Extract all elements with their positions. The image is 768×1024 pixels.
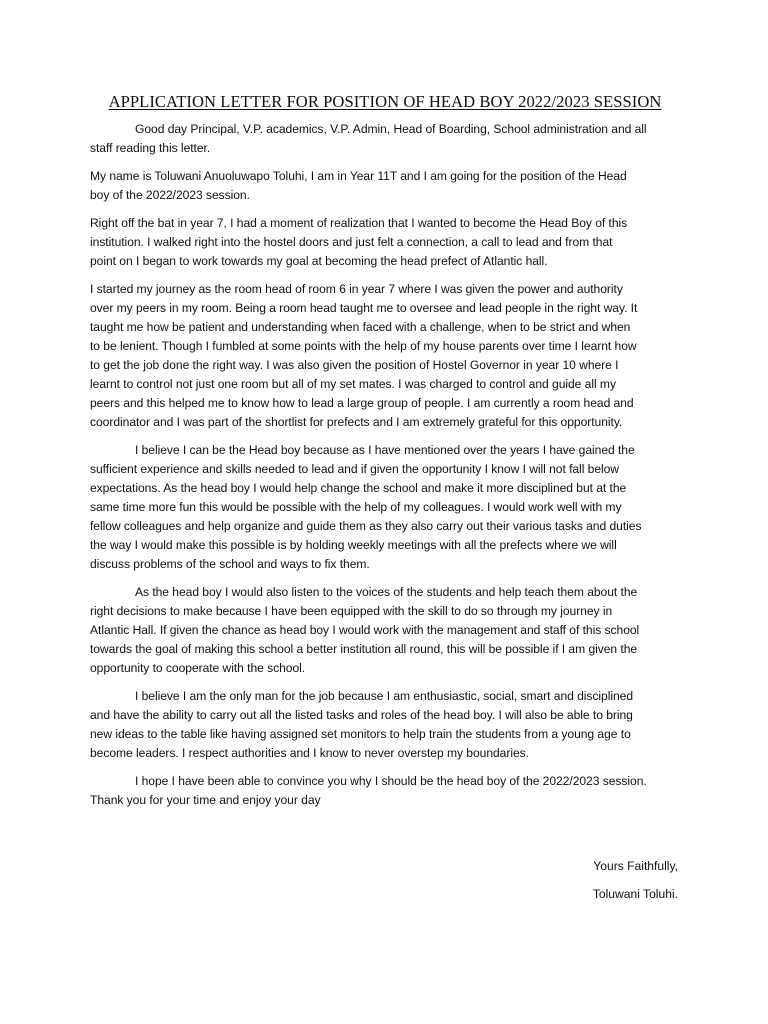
paragraph-line: to get the job done the right way. I was also given the position of Hostel Governor in year 10 where I (90, 358, 619, 372)
paragraph-line: I believe I can be the Head boy because as I have mentioned over the years I have gained the (135, 443, 635, 457)
letter-paragraph (90, 583, 680, 678)
paragraph-line: and have the ability to carry out all the listed tasks and roles of the head boy. I will also be able to bring (90, 708, 633, 722)
paragraph-line: Right off the bat in year 7, I had a moment of realization that I wanted to become the Head Boy of this (90, 216, 628, 230)
paragraph-line: I hope I have been able to convince you why I should be the head boy of the 2022/2023 session. (135, 774, 647, 788)
paragraph-line: institution. I walked right into the hostel doors and just felt a connection, a call to lead and from that (90, 235, 613, 249)
letter-closing: Yours Faithfully, (593, 859, 678, 873)
paragraph-line: learnt to control not just one room but all of my set mates. I was charged to control and guide all my (90, 377, 616, 391)
paragraph-line: Atlantic Hall. If given the chance as head boy I would work with the management and staff of this school (90, 623, 640, 637)
paragraph-line: new ideas to the table like having assigned set monitors to help train the students from a young age to (90, 727, 631, 741)
letter-paragraph (90, 214, 680, 271)
letter-paragraph (90, 687, 680, 763)
paragraph-line: peers and this helped me to know how to lead a large group of people. I am currently a room head and (90, 396, 634, 410)
letter-body (90, 120, 680, 810)
letter-title: APPLICATION LETTER FOR POSITION OF HEAD BOY 2022/2023 SESSION (108, 92, 662, 111)
paragraph-line: Good day Principal, V.P. academics, V.P. Admin, Head of Boarding, School administration and all (135, 122, 647, 136)
paragraph-line: My name is Toluwani Anuoluwapo Toluhi, I am in Year 11T and I am going for the position of the Head (90, 169, 627, 183)
letter-paragraph (90, 120, 680, 158)
paragraph-line: towards the goal of making this school a better institution all round, this will be possible if I am given the (90, 642, 638, 656)
paragraph-line: right decisions to make because I have been equipped with the skill to do so through my journey in (90, 604, 613, 618)
paragraph-line: to be lenient. Though I fumbled at some points with the help of my house parents over time I learnt how (90, 339, 637, 353)
paragraph-line: Thank you for your time and enjoy your day (90, 793, 321, 807)
paragraph-line: boy of the 2022/2023 session. (90, 188, 250, 202)
paragraph-line: point on I began to work towards my goal at becoming the head prefect of Atlantic hall. (90, 254, 548, 268)
paragraph-line: taught me how be patient and understanding when faced with a challenge, when to be strict and when (90, 320, 631, 334)
paragraph-line: sufficient experience and skills needed to lead and if given the opportunity I know I will not fall below (90, 462, 619, 476)
paragraph-line: I started my journey as the room head of room 6 in year 7 where I was given the power and authority (90, 282, 623, 296)
paragraph-line: I believe I am the only man for the job because I am enthusiastic, social, smart and disciplined (135, 689, 634, 703)
paragraph-line: become leaders. I respect authorities and I know to never overstep my boundaries. (90, 746, 529, 760)
letter-paragraph (90, 441, 680, 574)
paragraph-line: staff reading this letter. (90, 141, 211, 155)
paragraph-line: expectations. As the head boy I would help change the school and make it more disciplined but at the (90, 481, 627, 495)
letter-paragraph (90, 280, 680, 432)
letter-paragraph (90, 772, 680, 810)
paragraph-line: over my peers in my room. Being a room head taught me to oversee and lead people in the right way. It (90, 301, 638, 315)
paragraph-line: discuss problems of the school and ways to fix them. (90, 557, 370, 571)
paragraph-line: same time more fun this would be possible with the help of my colleagues. I would work well with my (90, 500, 622, 514)
letter-signature: Toluwani Toluhi. (592, 887, 678, 901)
paragraph-line: fellow colleagues and help organize and guide them as they also carry out their various tasks and duties (90, 519, 642, 533)
paragraph-line: the way I would make this possible is by holding weekly meetings with all the prefects where we will (90, 538, 617, 552)
paragraph-line: coordinator and I was part of the shortlist for prefects and I am extremely grateful for this opportunity. (90, 415, 623, 429)
paragraph-line: opportunity to cooperate with the school. (90, 661, 306, 675)
paragraph-line: As the head boy I would also listen to the voices of the students and help teach them about the (135, 585, 638, 599)
letter-paragraph (90, 167, 680, 205)
